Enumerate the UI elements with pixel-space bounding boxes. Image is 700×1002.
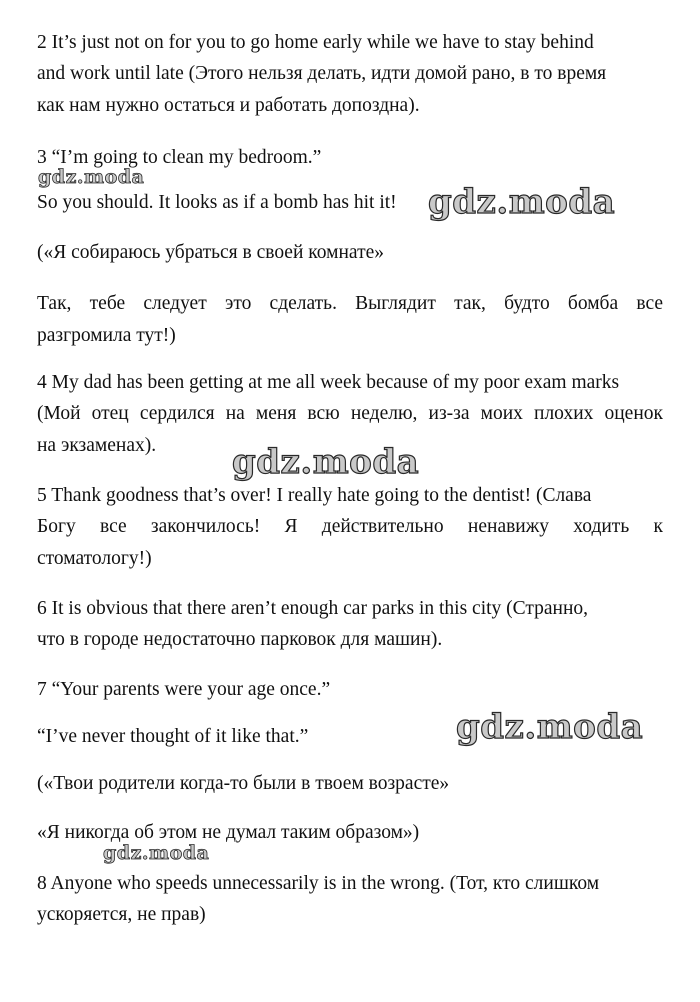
text-line: 3 “I’m going to clean my bedroom.”: [37, 147, 322, 168]
text-line: 8 Anyone who speeds unnecessarily is in the wrong. (Тот, кто слишком: [37, 873, 600, 894]
text-line: («Твои родители когда-то были в твоем возрасте»: [37, 773, 450, 794]
text-line: 2 It’s just not on for you to go home early while we have to stay behind: [37, 32, 594, 53]
text-line: «Я никогда об этом не думал таким образом»): [37, 822, 420, 843]
watermark-logo: gdz.moda: [103, 842, 210, 864]
text-line: Так, тебе следует это сделать. Выглядит так, будто бомба все: [37, 293, 663, 314]
text-line: разгромила тут!): [37, 325, 176, 346]
text-line: 4 My dad has been getting at me all week because of my poor exam marks: [37, 372, 620, 393]
text-line: 6 It is obvious that there aren’t enough car parks in this city (Странно,: [37, 598, 589, 619]
watermark-logo: gdz.moda: [428, 182, 616, 222]
text-line: 7 “Your parents were your age once.”: [37, 679, 331, 700]
text-line: ускоряется, не прав): [37, 904, 206, 925]
text-line: and work until late (Этого нельзя делать, идти домой рано, в то время: [37, 63, 607, 84]
text-line: So you should. It looks as if a bomb has hit it!: [37, 192, 397, 213]
text-line: что в городе недостаточно парковок для машин).: [37, 629, 443, 650]
text-line: («Я собираюсь убраться в своей комнате»: [37, 242, 384, 263]
text-line: Богу все закончилось! Я действительно ненавижу ходить к: [37, 516, 663, 537]
text-line: (Мой отец сердился на меня всю неделю, из-за моих плохих оценок: [37, 403, 663, 424]
text-line: “I’ve never thought of it like that.”: [37, 726, 309, 747]
text-line: стоматологу!): [37, 548, 152, 569]
watermark-logo: gdz.moda: [38, 166, 145, 188]
text-line: на экзаменах).: [37, 435, 157, 456]
text-line: 5 Thank goodness that’s over! I really hate going to the dentist! (Слава: [37, 485, 592, 506]
watermark-logo: gdz.moda: [232, 442, 420, 482]
watermark-logo: gdz.moda: [456, 707, 644, 747]
text-line: как нам нужно остаться и работать допоздна).: [37, 95, 420, 116]
